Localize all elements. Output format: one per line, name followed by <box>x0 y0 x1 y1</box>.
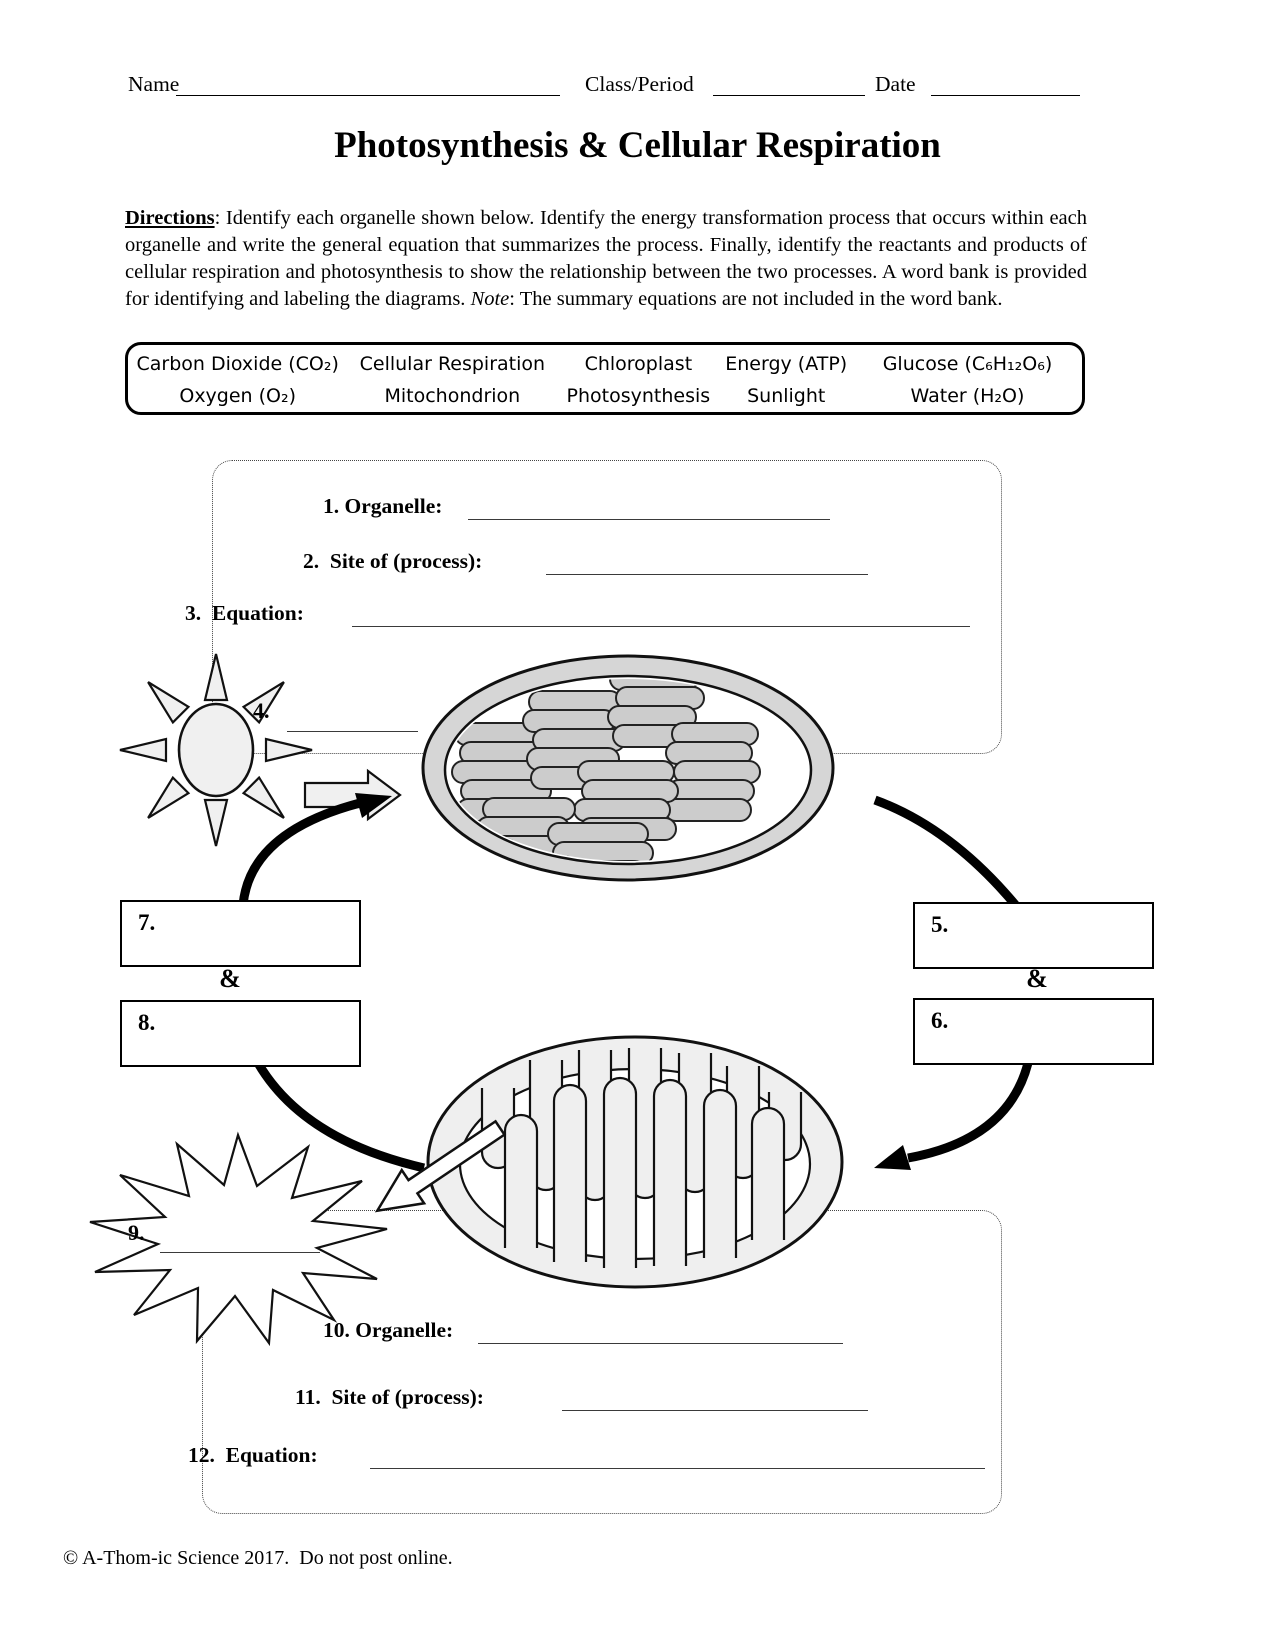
word-bank-item: Carbon Dioxide (CO₂) <box>136 353 339 375</box>
organelle-1-blank <box>468 517 830 520</box>
word-bank-item: Water (H₂O) <box>910 385 1025 407</box>
site-11-label: 11. Site of (process): <box>295 1385 484 1409</box>
page-title: Photosynthesis & Cellular Respiration <box>334 125 941 166</box>
energy-9-blank <box>160 1250 320 1253</box>
directions-text: : Identify each organelle shown below. Identify the energy transformation process that occurs within each organelle and write the general equation that summarizes the process. Finally, identify the reactants and products of cellular respiration and photosynthesis to show the relationship between the two processes. A word bank is provided for identifying and labeling the diagrams. <box>125 206 1087 310</box>
arrow-mitochondrion-to-products <box>258 1063 424 1168</box>
organelle-10-label: 10. Organelle: <box>323 1318 454 1342</box>
box-5-number: 5. <box>931 912 949 937</box>
site-2-label: 2. Site of (process): <box>303 549 483 573</box>
word-bank <box>125 342 1085 415</box>
box-8-number: 8. <box>138 1010 156 1035</box>
date-label: Date <box>875 72 916 96</box>
site-2-blank <box>546 572 868 575</box>
answer-box-5 <box>913 902 1154 969</box>
mitochondrion-illustration <box>428 1037 842 1287</box>
chloroplast-illustration <box>423 656 833 883</box>
word-bank-item: Sunlight <box>747 385 826 407</box>
word-bank-item: Energy (ATP) <box>725 353 848 375</box>
class-period-blank <box>713 93 865 96</box>
energy-9-label: 9. <box>128 1220 145 1245</box>
site-11-blank <box>562 1408 868 1411</box>
right-block-arrow-icon <box>305 771 400 819</box>
note-label: Note <box>470 287 510 310</box>
organelle-10-blank <box>478 1341 843 1344</box>
sunlight-4-label: 4. <box>253 698 270 723</box>
word-bank-item: Mitochondrion <box>384 385 521 407</box>
ampersand-right: & <box>1026 964 1048 993</box>
copyright-footer: © A-Thom-ic Science 2017. Do not post online. <box>63 1547 453 1569</box>
arrow-reactants-to-chloroplast <box>243 803 360 905</box>
word-bank-item: Photosynthesis <box>566 385 711 407</box>
answer-box-7 <box>120 900 361 967</box>
word-bank-item: Chloroplast <box>584 353 693 375</box>
equation-3-label: 3. Equation: <box>185 601 304 625</box>
equation-12-blank <box>370 1466 985 1469</box>
directions-paragraph <box>125 205 1087 313</box>
answer-box-6 <box>913 998 1154 1065</box>
directions-label: Directions <box>125 206 215 229</box>
note-text: : The summary equations are not included in the word bank. <box>509 287 1003 310</box>
equation-3-blank <box>352 624 970 627</box>
answer-box-8 <box>120 1000 361 1067</box>
word-bank-item: Cellular Respiration <box>359 353 546 375</box>
ampersand-left: & <box>219 964 241 993</box>
organelle-1-label: 1. Organelle: <box>323 494 443 518</box>
word-bank-item: Oxygen (O₂) <box>179 385 297 407</box>
name-label: Name <box>128 72 180 96</box>
word-bank-item: Glucose (C₆H₁₂O₆) <box>882 353 1053 375</box>
arrowhead-icon <box>874 1145 911 1170</box>
sun-icon <box>120 654 312 846</box>
box-7-number: 7. <box>138 910 156 935</box>
class-period-label: Class/Period <box>585 72 694 96</box>
date-blank <box>931 93 1080 96</box>
box-6-number: 6. <box>931 1008 949 1033</box>
sunlight-4-blank <box>287 729 418 732</box>
name-blank <box>176 93 560 96</box>
equation-12-label: 12. Equation: <box>188 1443 318 1467</box>
arrow-reactants-to-mitochondrion <box>908 1063 1028 1158</box>
arrow-chloroplast-to-products <box>875 800 1018 908</box>
